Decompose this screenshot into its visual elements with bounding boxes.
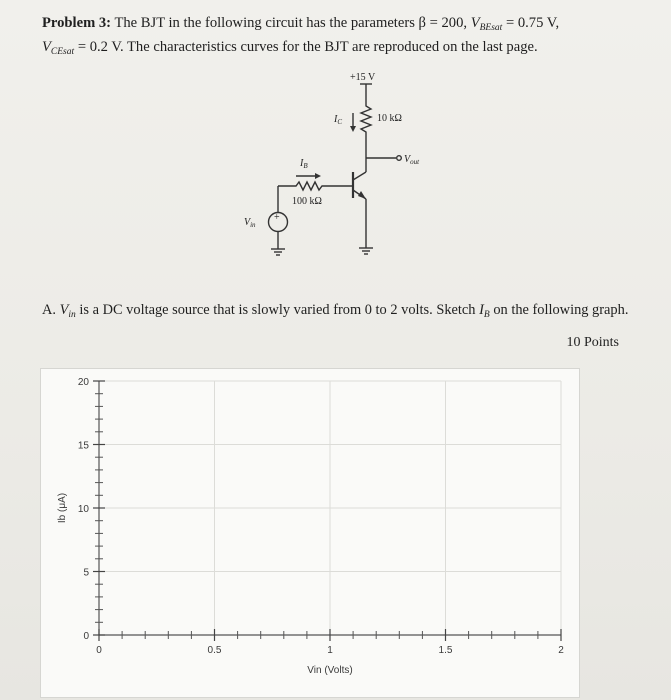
part-a-vin-sub: in bbox=[68, 310, 76, 320]
vout-terminal bbox=[397, 156, 402, 161]
rb-label: 100 kΩ bbox=[292, 196, 322, 207]
vcesat-subscript: CEsat bbox=[50, 47, 75, 57]
source-plus-sign: + bbox=[274, 212, 280, 223]
part-a-ib-sub: B bbox=[483, 310, 490, 320]
y-tick-label: 10 bbox=[77, 504, 89, 515]
part-a-text-2: on the following graph. bbox=[493, 302, 629, 318]
vcesat-value: = 0.2 V. bbox=[77, 39, 124, 55]
x-tick-label: 2 bbox=[558, 645, 564, 656]
x-tick-label: 0 bbox=[96, 645, 102, 656]
rc-label: 10 kΩ bbox=[377, 113, 402, 124]
y-axis-label: Ib (μA) bbox=[57, 492, 68, 524]
bjt-collector-lead bbox=[353, 172, 366, 180]
y-tick-label: 0 bbox=[83, 631, 89, 642]
supply-label: +15 V bbox=[350, 72, 376, 83]
part-a-question bbox=[42, 301, 632, 324]
ic-arrow-icon bbox=[350, 126, 356, 132]
x-tick-label: 1.5 bbox=[438, 645, 453, 656]
x-tick-label: 0.5 bbox=[207, 645, 222, 656]
problem-label: Problem 3: bbox=[42, 15, 112, 31]
vbesat-subscript: BEsat bbox=[479, 23, 503, 33]
points-value: 10 Points bbox=[566, 335, 619, 350]
emitter-arrow-icon bbox=[358, 191, 366, 199]
x-tick-label: 1 bbox=[327, 645, 333, 656]
beta-param: β = 200, bbox=[418, 15, 468, 31]
ic-label: $I_C$ bbox=[334, 114, 343, 126]
part-a-ib: I bbox=[479, 302, 484, 318]
graph-area[interactable] bbox=[40, 368, 580, 698]
part-a-label: A. bbox=[42, 302, 56, 318]
y-tick-label: 5 bbox=[83, 567, 89, 579]
base-resistor bbox=[278, 182, 353, 190]
collector-resistor bbox=[361, 100, 371, 158]
y-tick-label: 15 bbox=[77, 440, 89, 452]
ib-arrow-icon bbox=[315, 173, 321, 179]
ib-vs-vin-chart[interactable] bbox=[41, 369, 579, 697]
problem-intro: The BJT in the following circuit has the parameters bbox=[114, 15, 415, 31]
y-tick-label: 20 bbox=[77, 377, 89, 388]
vbesat-value: = 0.75 V, bbox=[505, 15, 560, 31]
bjt-circuit-diagram bbox=[0, 0, 671, 300]
vcesat-symbol: V bbox=[42, 39, 51, 55]
part-a-text-1: is a DC voltage source that is slowly varied from 0 to 2 volts. Sketch bbox=[79, 302, 476, 318]
ib-label: $I_B$ bbox=[300, 158, 308, 170]
part-a-vin: V bbox=[59, 302, 69, 318]
vin-label: $V_{in}$ bbox=[244, 217, 256, 229]
vout-label: $V_{out}$ bbox=[404, 154, 420, 166]
x-axis-label: Vin (Volts) bbox=[307, 665, 353, 676]
vbesat-symbol: V bbox=[470, 15, 480, 31]
problem-tail: The characteristics curves for the BJT are reproduced on the last page. bbox=[127, 39, 538, 55]
